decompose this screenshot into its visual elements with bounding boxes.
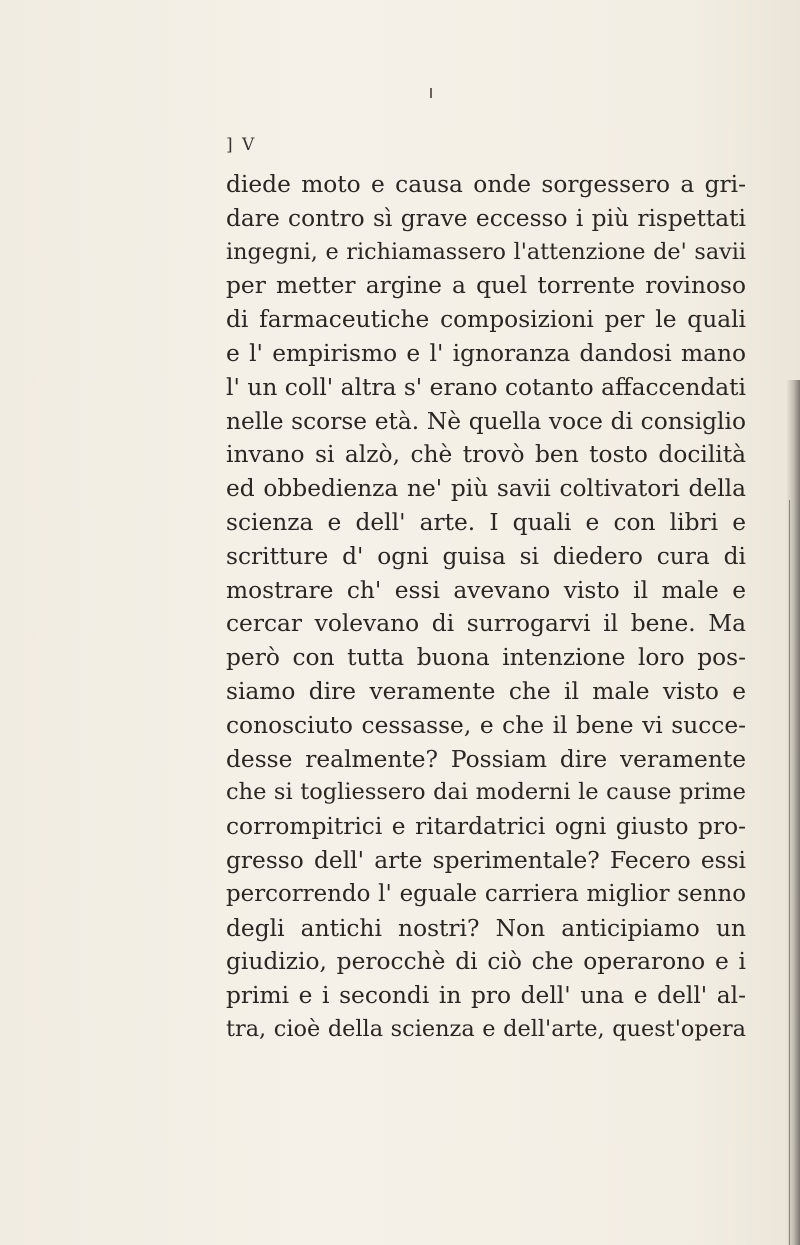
text-line: conosciuto cessasse, e che il bene vi succe-: [226, 711, 746, 739]
text-line: gresso dell' arte sperimentale? Fecero essi: [226, 846, 746, 874]
text-line: di farmaceutiche composizioni per le quali: [226, 306, 746, 334]
text-line: mostrare ch' essi avevano visto il male e: [226, 576, 746, 604]
text-line: diede moto e causa onde sorgessero a gri-: [226, 171, 746, 198]
text-line: e l' empirismo e l' ignoranza dandosi mano: [226, 339, 746, 367]
body-text: [226, 168, 746, 1047]
text-line: desse realmente? Possiam dire veramente: [226, 745, 746, 773]
text-line: l' un coll' altra s' erano cotanto affaccendati: [226, 373, 746, 401]
text-line: nelle scorse età. Nè quella voce di consiglio: [226, 407, 746, 435]
page-signature-mark: ] V: [226, 135, 257, 155]
text-line: ingegni, e richiamassero l'attenzione de' savii: [226, 238, 746, 265]
text-line: scienza e dell' arte. I quali e con libri e: [226, 508, 746, 536]
text-line: primi e i secondi in pro dell' una e dell' al-: [226, 982, 746, 1010]
text-line: tra, cioè della scienza e dell'arte, quest'opera: [226, 1015, 746, 1042]
text-line: per metter argine a quel torrente rovinoso: [226, 272, 746, 300]
text-line: che si togliessero dai moderni le cause prime: [226, 779, 746, 806]
text-line: giudizio, perocchè di ciò che operarono e i: [226, 948, 746, 976]
text-line: corrompitrici e ritardatrici ogni giusto pro-: [226, 813, 746, 841]
page-edge-line: [789, 500, 790, 1245]
text-line: percorrendo l' eguale carriera miglior senno: [226, 880, 746, 907]
text-line: degli antichi nostri? Non anticipiamo un: [226, 914, 746, 942]
text-line: siamo dire veramente che il male visto e: [226, 677, 746, 705]
text-line: invano si alzò, chè trovò ben tosto docilità: [226, 441, 746, 469]
text-line: scritture d' ogni guisa si diedero cura di: [226, 542, 746, 570]
text-line: però con tutta buona intenzione loro pos-: [226, 644, 746, 672]
text-line: ed obbedienza ne' più savii coltivatori della: [226, 475, 746, 503]
text-line: cercar volevano di surrogarvi il bene. Ma: [226, 610, 746, 638]
text-line: dare contro sì grave eccesso i più rispettati: [226, 204, 746, 232]
ink-speck: [430, 88, 432, 98]
